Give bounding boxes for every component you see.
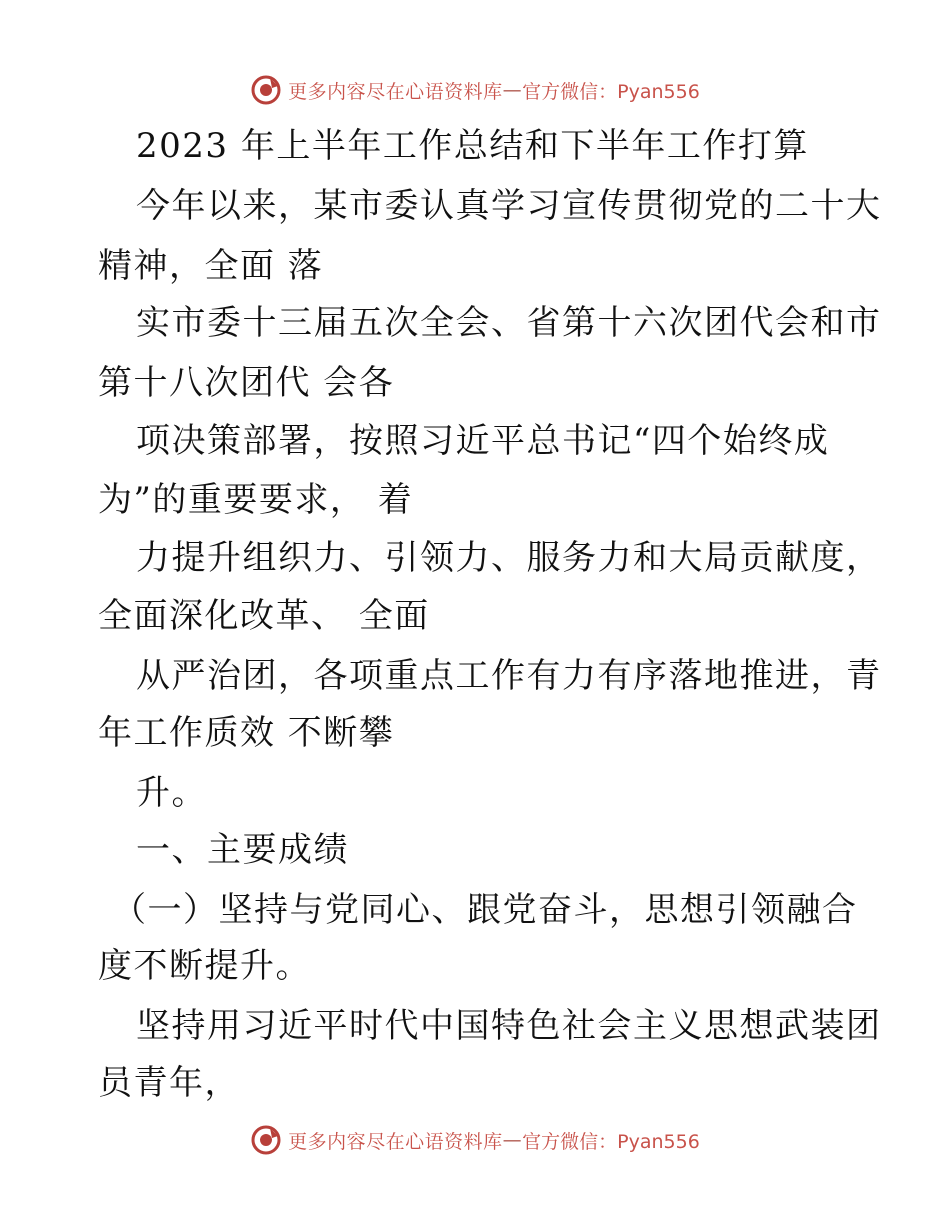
document-title: 2023 年上半年工作总结和下半年工作打算 [136,126,809,166]
text-line: 年工作质效 不断攀 [98,713,395,753]
header-banner [0,70,950,110]
text-line: 升。 [136,773,207,813]
logo-icon [250,1124,282,1156]
banner-wechat: 官方微信：Pyan556 [522,80,700,103]
logo-icon [250,74,282,106]
text-line: 今年以来，某市委认真学习宣传贯彻党的二十大 [136,186,882,226]
text-line: 精神，全面 落 [98,246,324,286]
banner-text: 更多内容尽在心语资料库 [288,80,503,103]
text-line: 实市委十三届五次全会、省第十六次团代会和市 [136,303,882,343]
banner-wechat: 官方微信：Pyan556 [522,1130,700,1153]
text-line: 度不断提升。 [98,946,311,986]
text-line: 坚持用习近平时代中国特色社会主义思想武装团 [136,1006,882,1046]
text-line: 力提升组织力、引领力、服务力和大局贡献度， [136,538,882,578]
banner-separator: — [502,79,523,101]
subsection-heading: （一）坚持与党同心、跟党奋斗，思想引领融合 [112,890,858,930]
text-line: 第十八次团代 会各 [98,363,395,403]
banner-text: 更多内容尽在心语资料库 [288,1130,503,1153]
text-line: 项决策部署，按照习近平总书记“四个始终成 [136,421,830,461]
section-heading: 一、主要成绩 [136,830,349,870]
text-line: 员青年， [98,1063,240,1103]
text-line: 全面深化改革、 全面 [98,596,430,636]
text-line: 为”的重要要求， 着 [98,480,414,520]
banner-separator: — [502,1129,523,1151]
text-line: 从严治团，各项重点工作有力有序落地推进，青 [136,656,882,696]
footer-banner [0,1120,950,1160]
